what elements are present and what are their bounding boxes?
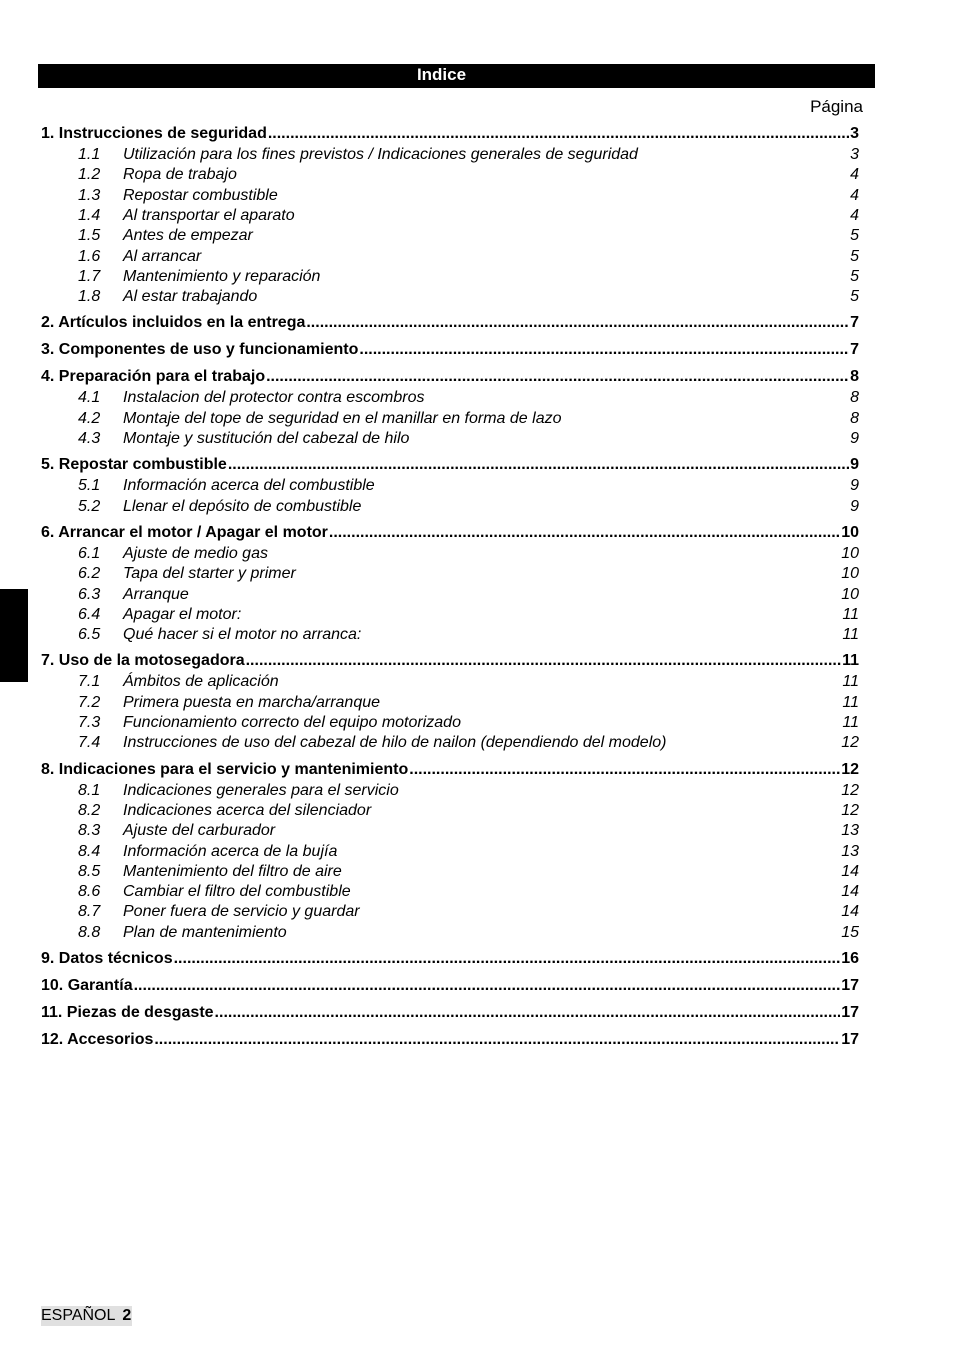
toc-subsection[interactable]: [41, 585, 859, 605]
toc-subsection-page: 13: [841, 842, 859, 860]
toc-section-page: 17: [841, 1004, 859, 1021]
toc-section-title: 1. Instrucciones de seguridad: [41, 125, 267, 142]
toc-section[interactable]: [41, 455, 859, 475]
toc-subsection-title: Instalacion del protector contra escombros: [123, 389, 425, 407]
toc-section[interactable]: [41, 1003, 859, 1023]
toc-section-page: 12: [841, 760, 859, 778]
toc-subsection[interactable]: [41, 145, 859, 165]
toc-subsection-page: 4: [850, 206, 859, 224]
toc-subsection-page: 5: [850, 227, 859, 245]
toc-subsection-page: 9: [850, 430, 859, 447]
toc-section[interactable]: [41, 1030, 859, 1050]
toc-section-title: 10. Garantía: [41, 977, 133, 994]
toc-subsection-title: Ropa de trabajo: [123, 166, 237, 184]
toc-subsection[interactable]: [41, 564, 859, 584]
dot-leader: [174, 949, 841, 969]
toc-subsection-title: Instrucciones de uso del cabezal de hilo de nailon (dependiendo del modelo): [123, 734, 667, 752]
footer-language: ESPAÑOL: [41, 1307, 116, 1324]
toc-subsection[interactable]: [41, 923, 859, 943]
toc-subsection-page: 14: [841, 862, 859, 880]
toc-subsection-page: 15: [841, 923, 859, 941]
toc-subsection-page: 10: [841, 585, 859, 603]
toc-subsection[interactable]: [41, 882, 859, 902]
toc-subsection[interactable]: [41, 781, 859, 801]
dot-leader: [359, 340, 849, 360]
toc-subsection-number: 8.7: [78, 903, 101, 921]
toc-section-title: 6. Arrancar el motor / Apagar el motor: [41, 523, 328, 541]
toc-subsection-title: Utilización para los fines previstos / Indicaciones generales de seguridad: [123, 146, 638, 163]
toc-section-page: 7: [850, 314, 859, 332]
toc-subsection-number: 8.4: [78, 842, 101, 860]
toc-subsection-page: 4: [850, 186, 859, 204]
toc-subsection[interactable]: [41, 409, 859, 429]
toc-subsection-number: 1.8: [78, 288, 101, 306]
toc-section-title: 3. Componentes de uso y funcionamiento: [41, 341, 359, 359]
dot-leader: [228, 455, 849, 475]
toc-subsection-page: 9: [850, 497, 859, 515]
toc-subsection-page: 8: [850, 409, 859, 427]
toc-subsection[interactable]: [41, 287, 859, 307]
toc-subsection-title: Apagar el motor:: [123, 605, 242, 623]
toc-subsection-number: 8.6: [78, 883, 101, 901]
dot-leader: [134, 976, 841, 996]
toc-subsection-title: Indicaciones generales para el servicio: [123, 781, 399, 799]
toc-subsection[interactable]: [41, 862, 859, 882]
toc-subsection[interactable]: [41, 821, 859, 841]
toc-section[interactable]: [41, 313, 859, 333]
toc-subsection-number: 8.3: [78, 822, 101, 840]
dot-leader: [329, 523, 840, 543]
page-footer: [41, 1306, 132, 1326]
toc-subsection-number: 6.4: [78, 605, 101, 623]
toc-section[interactable]: [41, 367, 859, 387]
toc-subsection-page: 11: [842, 626, 859, 644]
toc-subsection[interactable]: [41, 476, 859, 496]
toc-subsection-page: 9: [850, 477, 859, 495]
dot-leader: [268, 124, 849, 144]
toc-subsection[interactable]: [41, 801, 859, 821]
toc-subsection-page: 13: [841, 822, 859, 840]
toc-subsection[interactable]: [41, 186, 859, 206]
toc-subsection[interactable]: [41, 497, 859, 517]
toc-subsection-number: 5.2: [78, 497, 101, 515]
toc-subsection[interactable]: [41, 733, 859, 753]
toc-subsection-number: 1.2: [78, 166, 101, 184]
toc-subsection[interactable]: [41, 388, 859, 408]
toc-subsection-title: Arranque: [123, 585, 189, 603]
toc-subsection-title: Al estar trabajando: [123, 288, 258, 306]
toc-subsection-title: Montaje y sustitución del cabezal de hilo: [123, 430, 410, 447]
dot-leader: [266, 367, 849, 387]
toc-subsection-title: Información acerca de la bujía: [123, 842, 338, 860]
language-side-tab: [0, 589, 28, 682]
toc-subsection-number: 1.3: [78, 186, 101, 204]
toc-subsection-number: 1.7: [78, 267, 101, 285]
toc-subsection-page: 4: [850, 166, 859, 184]
toc-subsection-number: 4.1: [78, 389, 101, 407]
toc-subsection-title: Primera puesta en marcha/arranque: [123, 693, 381, 711]
toc-section-page: 17: [841, 977, 859, 994]
toc-subsection-number: 1.5: [78, 227, 101, 245]
toc-subsection-number: 6.1: [78, 544, 101, 562]
toc-subsection-page: 10: [841, 565, 859, 583]
toc-section[interactable]: [41, 949, 859, 969]
toc-section-page: 9: [850, 456, 859, 474]
toc-subsection-page: 11: [842, 605, 859, 623]
toc-subsection-title: Funcionamiento correcto del equipo motorizado: [123, 714, 461, 731]
dot-leader: [306, 313, 849, 333]
page-title: Indice: [38, 64, 875, 88]
toc-subsection[interactable]: [41, 429, 859, 449]
toc-subsection-title: Ajuste de medio gas: [123, 544, 268, 562]
dot-leader: [246, 651, 841, 671]
page-column-label: Página: [810, 97, 863, 116]
toc-subsection-title: Qué hacer si el motor no arranca:: [123, 626, 362, 644]
toc-section[interactable]: [41, 124, 859, 144]
toc-subsection-title: Ajuste del carburador: [123, 822, 276, 840]
toc-subsection-page: 12: [841, 801, 859, 819]
toc-section-page: 17: [841, 1031, 859, 1048]
toc-subsection-page: 10: [841, 544, 859, 562]
toc-subsection-number: 4.3: [78, 430, 101, 447]
toc-section[interactable]: [41, 760, 859, 780]
toc-subsection-number: 8.1: [78, 781, 101, 799]
toc-section-title: 12. Accesorios: [41, 1031, 154, 1048]
footer-page-number: 2: [122, 1307, 132, 1324]
toc-subsection-title: Poner fuera de servicio y guardar: [123, 903, 360, 921]
toc-subsection-number: 7.4: [78, 734, 101, 752]
toc-subsection-number: 7.3: [78, 714, 101, 731]
toc-subsection-title: Llenar el depósito de combustible: [123, 497, 362, 515]
toc-subsection-title: Tapa del starter y primer: [123, 565, 296, 583]
toc-subsection-title: Ámbitos de aplicación: [123, 673, 279, 691]
toc-subsection-title: Repostar combustible: [123, 186, 278, 204]
toc-subsection-title: Información acerca del combustible: [123, 477, 375, 495]
toc-subsection-page: 14: [841, 883, 859, 901]
toc-section[interactable]: [41, 340, 859, 360]
toc-subsection-page: 5: [850, 288, 859, 306]
toc-subsection[interactable]: [41, 226, 859, 246]
toc-subsection-title: Mantenimiento y reparación: [123, 267, 321, 285]
toc-subsection-number: 1.4: [78, 206, 101, 224]
toc-section-page: 16: [841, 950, 859, 967]
toc-subsection-title: Mantenimiento del filtro de aire: [123, 862, 342, 880]
toc-subsection[interactable]: [41, 713, 859, 733]
toc-subsection[interactable]: [41, 605, 859, 625]
toc-subsection-number: 6.5: [78, 626, 101, 644]
toc-subsection-page: 11: [842, 714, 859, 731]
toc-section-title: 11. Piezas de desgaste: [41, 1004, 214, 1021]
toc-subsection-title: Cambiar el filtro del combustible: [123, 883, 351, 901]
toc-subsection-number: 7.2: [78, 693, 101, 711]
toc-section-page: 11: [842, 652, 859, 670]
toc-subsection-page: 12: [841, 734, 859, 752]
toc-subsection-title: Indicaciones acerca del silenciador: [123, 801, 372, 819]
toc-subsection-page: 5: [850, 267, 859, 285]
toc-subsection[interactable]: [41, 544, 859, 564]
toc-subsection[interactable]: [41, 247, 859, 267]
toc-section-page: 10: [841, 523, 859, 541]
toc-section[interactable]: [41, 976, 859, 996]
toc-subsection-number: 1.6: [78, 247, 101, 265]
toc-subsection-page: 8: [850, 389, 859, 407]
toc-section-title: 2. Artículos incluidos en la entrega: [41, 314, 306, 332]
toc-section-title: 8. Indicaciones para el servicio y mantenimiento: [41, 760, 409, 778]
toc-section[interactable]: [41, 523, 859, 543]
toc-subsection-number: 5.1: [78, 477, 101, 495]
toc-subsection-number: 7.1: [78, 673, 101, 691]
dot-leader: [409, 760, 840, 780]
toc-subsection-page: 11: [842, 673, 859, 691]
toc-subsection-number: 1.1: [78, 146, 101, 163]
toc-subsection-number: 8.2: [78, 801, 101, 819]
toc-section[interactable]: [41, 651, 859, 671]
toc-subsection[interactable]: [41, 672, 859, 692]
toc-subsection-page: 3: [850, 146, 859, 163]
toc-subsection-page: 14: [841, 903, 859, 921]
toc-section-page: 8: [850, 368, 859, 386]
toc-section-title: 5. Repostar combustible: [41, 456, 227, 474]
toc-section-title: 7. Uso de la motosegadora: [41, 652, 245, 670]
toc-subsection-page: 12: [841, 781, 859, 799]
toc-subsection[interactable]: [41, 165, 859, 185]
toc-subsection[interactable]: [41, 625, 859, 645]
toc-subsection-title: Al transportar el aparato: [123, 206, 295, 224]
toc-subsection-number: 8.8: [78, 923, 101, 941]
toc-section-title: 4. Preparación para el trabajo: [41, 368, 266, 386]
toc-subsection[interactable]: [41, 206, 859, 226]
toc-subsection[interactable]: [41, 267, 859, 287]
toc-subsection-title: Montaje del tope de seguridad en el manillar en forma de lazo: [123, 409, 562, 427]
dot-leader: [154, 1030, 840, 1050]
toc-subsection[interactable]: [41, 902, 859, 922]
toc-subsection-title: Plan de mantenimiento: [123, 923, 287, 941]
toc-subsection[interactable]: [41, 842, 859, 862]
toc-subsection-number: 6.2: [78, 565, 101, 583]
toc-subsection[interactable]: [41, 693, 859, 713]
dot-leader: [215, 1003, 841, 1023]
toc-subsection-page: 5: [850, 247, 859, 265]
toc-subsection-title: Antes de empezar: [123, 227, 253, 245]
toc-subsection-number: 6.3: [78, 585, 101, 603]
toc-section-page: 3: [850, 125, 859, 142]
toc-section-page: 7: [850, 341, 859, 359]
toc-subsection-title: Al arrancar: [123, 247, 202, 265]
toc-subsection-number: 4.2: [78, 409, 101, 427]
toc-subsection-number: 8.5: [78, 862, 101, 880]
toc-section-title: 9. Datos técnicos: [41, 950, 173, 967]
toc-subsection-page: 11: [842, 693, 859, 711]
